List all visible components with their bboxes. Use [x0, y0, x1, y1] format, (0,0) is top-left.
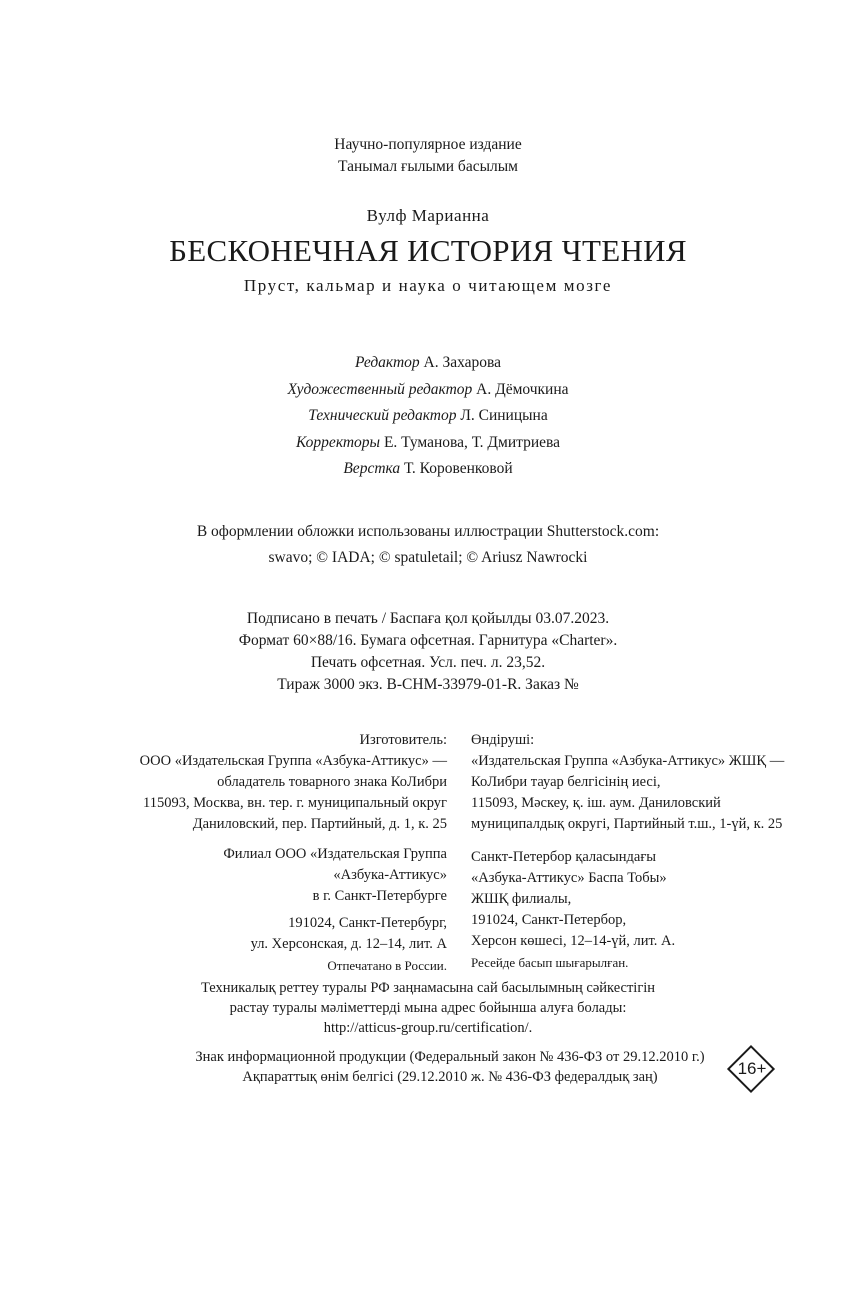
manufacturer-ru-line: Изготовитель: [359, 732, 447, 748]
info-sign [170, 1047, 730, 1087]
genre-ru: Научно-популярное издание [334, 136, 522, 153]
branch-kz-line: Херсон көшесі, 12–14-үй, лит. А. [471, 933, 676, 949]
manufacturer-kz-line: 115093, Мәскеу, қ. іш. аум. Даниловский [471, 795, 721, 811]
manufacturer-ru-line: 115093, Москва, вн. тер. г. муниципальный округ [143, 795, 447, 811]
printed-in-russia: Отпечатано в России. [327, 958, 447, 973]
credit-name: Л. Синицына [460, 407, 548, 424]
manufacturer-ru [140, 730, 447, 835]
credit-row [0, 430, 856, 457]
print-line: Подписано в печать / Баспаға қол қойылды 03.07.2023. [246, 610, 610, 627]
tech-regulation-line: растау туралы мәліметтерді мына адрес бойынша алуға болады: [229, 1000, 627, 1016]
branch-kz-line: 191024, Санкт-Петербор, [471, 912, 627, 928]
genre-kz: Танымал ғылыми басылым [338, 158, 518, 175]
credit-role: Корректоры [295, 433, 381, 451]
branch-ru-line: ул. Херсонская, д. 12–14, лит. А [250, 936, 447, 952]
manufacturer-ru-line: ООО «Издательская Группа «Азбука-Аттикус» — [139, 753, 447, 769]
credits-block [0, 350, 856, 483]
credit-row [0, 456, 856, 483]
branch-ru-line: 191024, Санкт-Петербург, [288, 915, 447, 931]
credit-row [0, 377, 856, 404]
branch-kz-line: Санкт-Петербор қаласындағы [471, 849, 657, 865]
branch-kz-line: «Азбука-Аттикус» Баспа Тобы» [471, 870, 667, 886]
manufacturer-kz [471, 730, 784, 835]
credit-role: Художественный редактор [287, 380, 473, 398]
tech-regulation-line: Техникалық реттеу туралы РФ заңнамасына сай басылымның сәйкестігін [200, 980, 656, 996]
credit-role: Технический редактор [308, 407, 457, 424]
branch-ru-line: Филиал ООО «Издательская Группа [223, 846, 447, 862]
branch-kz [471, 847, 675, 973]
branch-ru-line: в г. Санкт-Петербурге [312, 888, 447, 904]
tech-regulation-url: http://atticus-group.ru/certification/. [323, 1020, 533, 1036]
credit-name: Е. Туманова, Т. Дмитриева [383, 433, 560, 451]
cover-credits-line: В оформлении обложки использованы иллюстрации Shutterstock.com: [196, 523, 660, 540]
book-subtitle: Пруст, кальмар и наука о читающем мозге [243, 276, 613, 295]
credit-name: А. Захарова [423, 354, 502, 371]
manufacturer-kz-line: КоЛибри тауар белгісінің иесі, [471, 774, 661, 790]
cover-credits [0, 519, 856, 571]
branch-ru-line: «Азбука-Аттикус» [333, 867, 447, 883]
print-line: Печать офсетная. Усл. печ. л. 23,52. [310, 654, 546, 671]
credit-row [0, 350, 856, 377]
branch-ru [223, 844, 447, 976]
credit-row [0, 403, 856, 430]
credit-role: Редактор [354, 354, 420, 371]
book-title: БЕСКОНЕЧНАЯ ИСТОРИЯ ЧТЕНИЯ [169, 233, 687, 268]
manufacturer-kz-line: Өндіруші: [471, 732, 535, 748]
manufacturer-kz-line: муниципалдық округі, Партийный т.ш., 1-үй, к. 25 [471, 816, 783, 832]
credit-name: А. Дёмочкина [476, 380, 569, 398]
tech-regulation [0, 978, 856, 1038]
genre-block [0, 134, 856, 178]
manufacturer-ru-line: обладатель товарного знака КоЛибри [217, 774, 447, 790]
print-details [0, 608, 856, 696]
credit-role: Верстка [343, 460, 401, 477]
branch-kz-line: ЖШҚ филиалы, [471, 891, 572, 907]
printed-in-russia-kz: Ресейде басып шығарылған. [471, 955, 629, 970]
author: Вулф Марианна [366, 206, 490, 225]
print-line: Тираж 3000 экз. B-CHM-33979-01-R. Заказ № [277, 676, 579, 693]
manufacturer-ru-line: Даниловский, пер. Партийный, д. 1, к. 25 [192, 816, 447, 832]
info-sign-line: Знак информационной продукции (Федеральный закон № 436-ФЗ от 29.12.2010 г.) [195, 1049, 705, 1065]
age-rating-label: 16+ [737, 1059, 767, 1078]
info-sign-line: Ақпараттық өнім белгісі (29.12.2010 ж. № 436-ФЗ федералдық заң) [242, 1069, 658, 1085]
print-line: Формат 60×88/16. Бумага офсетная. Гарнитура «Charter». [238, 632, 618, 649]
credit-name: Т. Коровенковой [404, 460, 513, 477]
manufacturer-kz-line: «Издательская Группа «Азбука-Аттикус» ЖШҚ — [471, 753, 785, 769]
cover-credits-line: swavo; © IADA; © spatuletail; © Ariusz Nawrocki [268, 549, 588, 566]
